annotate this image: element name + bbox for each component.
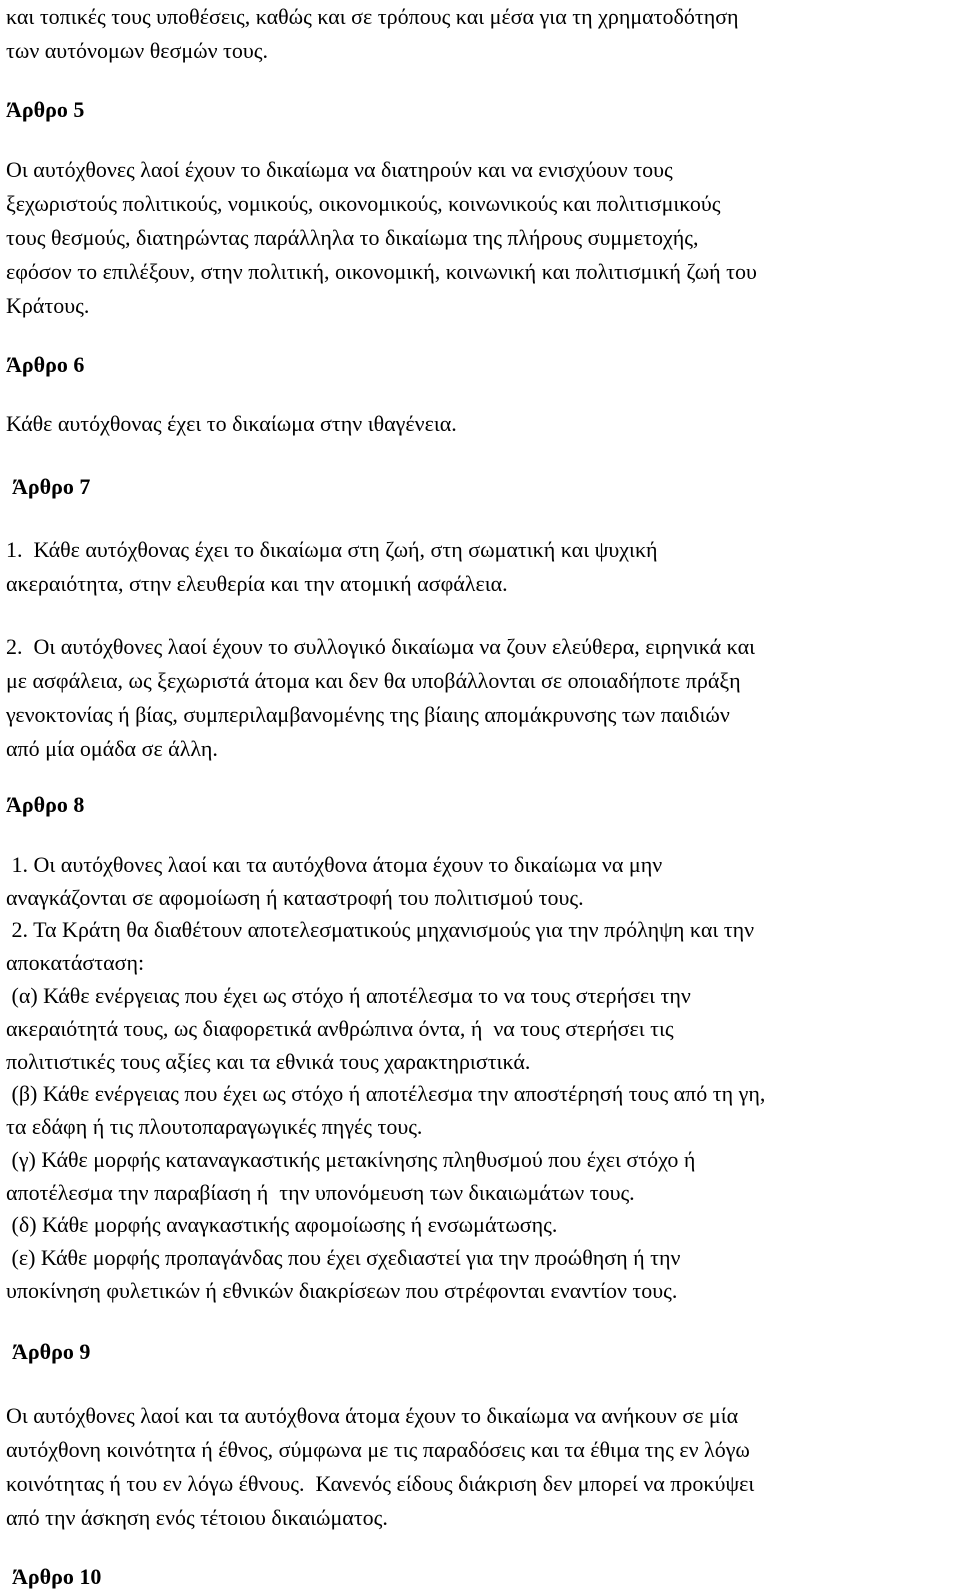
article-8-line: (β) Κάθε ενέργειας που έχει ως στόχο ή αποτέλεσμα την αποστέρησή τους από τη γη,: [6, 1081, 766, 1106]
article-5-line: εφόσον το επιλέξουν, στην πολιτική, οικονομική, κοινωνική και πολιτισμική ζωή του: [6, 259, 757, 284]
article-9-line: από την άσκηση ενός τέτοιου δικαιώματος.: [6, 1505, 388, 1530]
article-8-line: υποκίνηση φυλετικών ή εθνικών διακρίσεων που στρέφονται εναντίον τους.: [6, 1278, 678, 1303]
article-8-line: 1. Οι αυτόχθονες λαοί και τα αυτόχθονα άτομα έχουν το δικαίωμα να μην: [6, 852, 663, 877]
article-5-line: Κράτους.: [6, 293, 90, 318]
article-8-line: (δ) Κάθε μορφής αναγκαστικής αφομοίωσης ή ενσωμάτωσης.: [6, 1212, 558, 1237]
article-8-line: τα εδάφη ή τις πλουτοπαραγωγικές πηγές τους.: [6, 1114, 423, 1139]
article-5-heading: Άρθρο 5: [6, 97, 85, 122]
article-8-line: πολιτιστικές τους αξίες και τα εθνικά τους χαρακτηριστικά.: [6, 1049, 531, 1074]
article-7-line: 2. Οι αυτόχθονες λαοί έχουν το συλλογικό δικαίωμα να ζουν ελεύθερα, ειρηνικά και: [6, 634, 756, 659]
article-6-line: Κάθε αυτόχθονας έχει το δικαίωμα στην ιθαγένεια.: [6, 411, 457, 436]
article-8-line: (α) Κάθε ενέργειας που έχει ως στόχο ή αποτέλεσμα το να τους στερήσει την: [6, 983, 691, 1008]
article-8-line: αναγκάζονται σε αφομοίωση ή καταστροφή του πολιτισμού τους.: [6, 885, 584, 910]
article-7-heading: Άρθρο 7: [12, 474, 91, 499]
article-8-heading: Άρθρο 8: [6, 792, 85, 817]
article-8-line: αποκατάσταση:: [6, 950, 145, 975]
article-5-line: τους θεσμούς, διατηρώντας παράλληλα το δικαίωμα της πλήρους συμμετοχής,: [6, 225, 699, 250]
article-9-line: αυτόχθονη κοινότητα ή έθνος, σύμφωνα με τις παραδόσεις και τα έθιμα της εν λόγω: [6, 1437, 750, 1462]
article-7-line: με ασφάλεια, ως ξεχωριστά άτομα και δεν θα υποβάλλονται σε οποιαδήποτε πράξη: [6, 668, 741, 693]
article-7-line: γενοκτονίας ή βίας, συμπεριλαμβανομένης της βίαιης απομάκρυνσης των παιδιών: [6, 702, 730, 727]
article-9-line: κοινότητας ή του εν λόγω έθνους. Κανενός είδους διάκριση δεν μπορεί να προκύψει: [6, 1471, 755, 1496]
article-5-line: ξεχωριστούς πολιτικούς, νομικούς, οικονομικούς, κοινωνικούς και πολιτισμικούς: [6, 191, 721, 216]
intro-line: των αυτόνομων θεσμών τους.: [6, 38, 269, 63]
article-8-line: (ε) Κάθε μορφής προπαγάνδας που έχει σχεδιαστεί για την προώθηση ή την: [6, 1245, 681, 1270]
article-9-line: Οι αυτόχθονες λαοί και τα αυτόχθονα άτομα έχουν το δικαίωμα να ανήκουν σε μία: [6, 1403, 739, 1428]
article-6-heading: Άρθρο 6: [6, 352, 85, 377]
article-8-line: 2. Τα Κράτη θα διαθέτουν αποτελεσματικούς μηχανισμούς για την πρόληψη και την: [6, 917, 755, 942]
article-7-line: 1. Κάθε αυτόχθονας έχει το δικαίωμα στη ζωή, στη σωματική και ψυχική: [6, 537, 658, 562]
article-7-line: ακεραιότητα, στην ελευθερία και την ατομική ασφάλεια.: [6, 571, 508, 596]
article-7-line: από μία ομάδα σε άλλη.: [6, 736, 218, 761]
article-8-line: ακεραιότητά τους, ως διαφορετικά ανθρώπινα όντα, ή να τους στερήσει τις: [6, 1016, 674, 1041]
article-5-line: Οι αυτόχθονες λαοί έχουν το δικαίωμα να διατηρούν και να ενισχύουν τους: [6, 157, 673, 182]
article-10-heading: Άρθρο 10: [12, 1564, 102, 1589]
article-8-line: (γ) Κάθε μορφής καταναγκαστικής μετακίνησης πληθυσμού που έχει στόχο ή: [6, 1147, 696, 1172]
intro-line: και τοπικές τους υποθέσεις, καθώς και σε τρόπους και μέσα για τη χρηματοδότηση: [6, 4, 739, 29]
article-9-heading: Άρθρο 9: [12, 1339, 91, 1364]
article-8-line: αποτέλεσμα την παραβίαση ή την υπονόμευση των δικαιωμάτων τους.: [6, 1180, 635, 1205]
